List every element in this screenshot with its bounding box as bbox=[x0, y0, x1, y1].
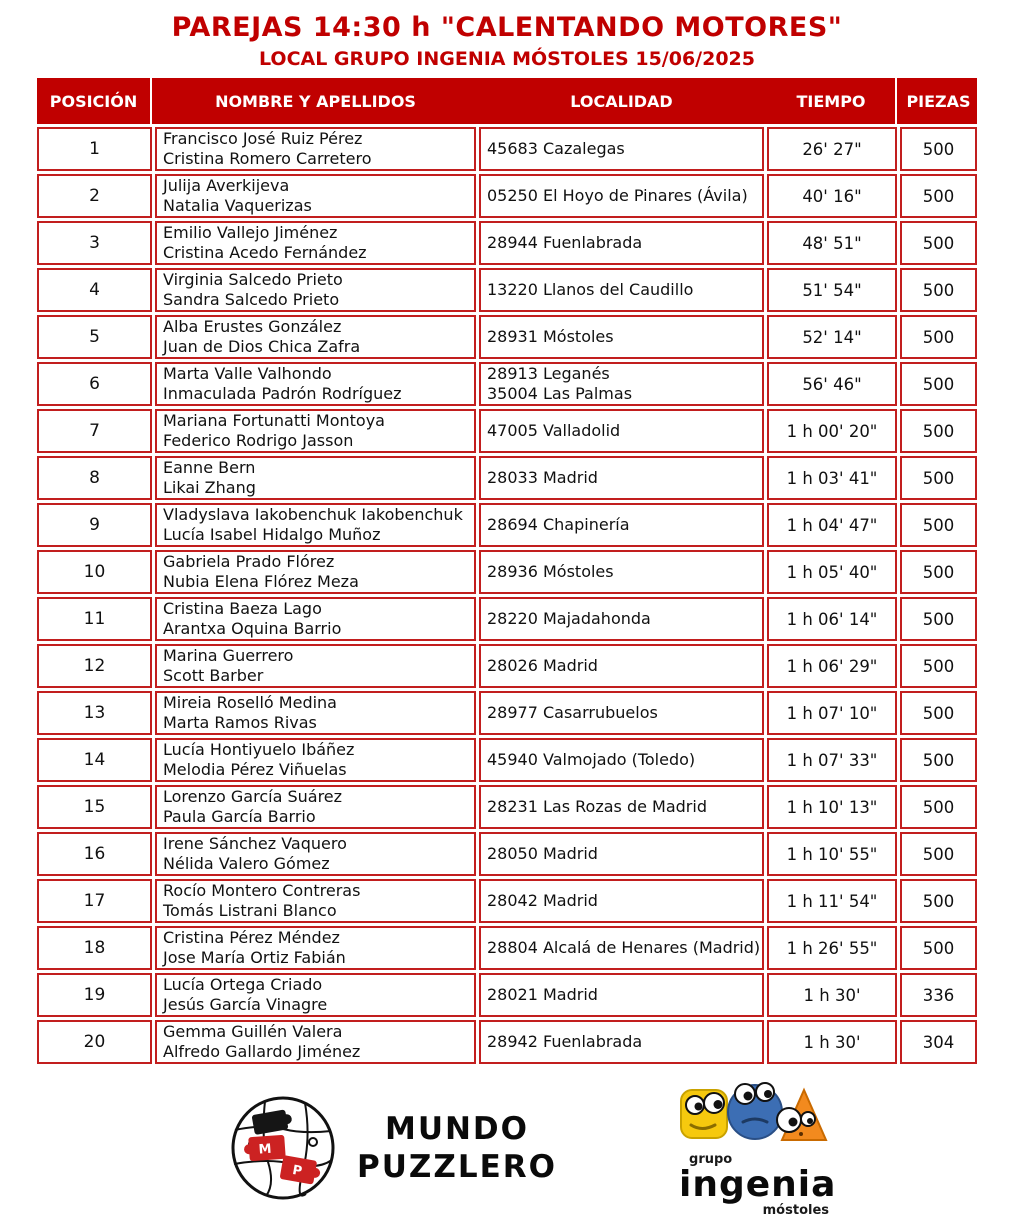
names-cell: Cristina Pérez Méndez Jose María Ortiz Fabián bbox=[155, 926, 476, 970]
time-cell: 40' 16" bbox=[767, 174, 897, 218]
locality-cell: 28231 Las Rozas de Madrid bbox=[479, 785, 764, 829]
pieces-cell: 500 bbox=[900, 268, 977, 312]
position-cell: 13 bbox=[37, 691, 152, 735]
locality-cell: 45683 Cazalegas bbox=[479, 127, 764, 171]
locality-cell: 28936 Móstoles bbox=[479, 550, 764, 594]
ingenia-mascots-icon bbox=[677, 1078, 837, 1150]
table-row bbox=[37, 879, 977, 923]
names-cell: Mariana Fortunatti Montoya Federico Rodrigo Jasson bbox=[155, 409, 476, 453]
time-cell: 1 h 06' 29" bbox=[767, 644, 897, 688]
time-cell: 1 h 10' 55" bbox=[767, 832, 897, 876]
position-cell: 14 bbox=[37, 738, 152, 782]
header-posicion: POSICIÓN bbox=[37, 78, 152, 124]
svg-text:M: M bbox=[258, 1141, 273, 1158]
position-cell: 16 bbox=[37, 832, 152, 876]
table-row bbox=[37, 362, 977, 406]
position-cell: 3 bbox=[37, 221, 152, 265]
header-piezas: PIEZAS bbox=[906, 91, 971, 111]
locality-cell: 28913 Leganés 35004 Las Palmas bbox=[479, 362, 764, 406]
locality-cell: 28804 Alcalá de Henares (Madrid) bbox=[479, 926, 764, 970]
locality-cell: 28931 Móstoles bbox=[479, 315, 764, 359]
table-row bbox=[37, 315, 977, 359]
pieces-cell: 500 bbox=[900, 550, 977, 594]
grupo-label: grupo bbox=[689, 1152, 733, 1167]
position-cell: 5 bbox=[37, 315, 152, 359]
page-title: PAREJAS 14:30 h "CALENTANDO MOTORES" bbox=[171, 12, 843, 43]
position-cell: 20 bbox=[37, 1020, 152, 1064]
time-cell: 1 h 07' 10" bbox=[767, 691, 897, 735]
time-cell: 1 h 11' 54" bbox=[767, 879, 897, 923]
table-row bbox=[37, 550, 977, 594]
pieces-cell: 500 bbox=[900, 456, 977, 500]
names-cell: Emilio Vallejo Jiménez Cristina Acedo Fernández bbox=[155, 221, 476, 265]
table-body bbox=[37, 127, 977, 1064]
position-cell: 11 bbox=[37, 597, 152, 641]
time-cell: 26' 27" bbox=[767, 127, 897, 171]
position-cell: 8 bbox=[37, 456, 152, 500]
pieces-cell: 304 bbox=[900, 1020, 977, 1064]
locality-cell: 28942 Fuenlabrada bbox=[479, 1020, 764, 1064]
pieces-cell: 500 bbox=[900, 315, 977, 359]
table-row bbox=[37, 691, 977, 735]
table-row bbox=[37, 973, 977, 1017]
locality-cell: 28050 Madrid bbox=[479, 832, 764, 876]
table-row bbox=[37, 785, 977, 829]
pieces-cell: 500 bbox=[900, 127, 977, 171]
time-cell: 1 h 30' bbox=[767, 1020, 897, 1064]
names-cell: Virginia Salcedo Prieto Sandra Salcedo Prieto bbox=[155, 268, 476, 312]
time-cell: 48' 51" bbox=[767, 221, 897, 265]
position-cell: 2 bbox=[37, 174, 152, 218]
pieces-cell: 500 bbox=[900, 691, 977, 735]
locality-cell: 05250 El Hoyo de Pinares (Ávila) bbox=[479, 174, 764, 218]
pieces-cell: 500 bbox=[900, 409, 977, 453]
position-cell: 1 bbox=[37, 127, 152, 171]
mostoles-label: móstoles bbox=[762, 1203, 830, 1218]
names-cell: Mireia Roselló Medina Marta Ramos Rivas bbox=[155, 691, 476, 735]
locality-cell: 28033 Madrid bbox=[479, 456, 764, 500]
footer bbox=[0, 1078, 1014, 1232]
names-cell: Gemma Guillén Valera Alfredo Gallardo Jiménez bbox=[155, 1020, 476, 1064]
names-cell: Lorenzo García Suárez Paula García Barrio bbox=[155, 785, 476, 829]
time-cell: 1 h 26' 55" bbox=[767, 926, 897, 970]
table-row bbox=[37, 1020, 977, 1064]
pieces-cell: 500 bbox=[900, 644, 977, 688]
position-cell: 7 bbox=[37, 409, 152, 453]
pieces-cell: 336 bbox=[900, 973, 977, 1017]
position-cell: 12 bbox=[37, 644, 152, 688]
position-cell: 6 bbox=[37, 362, 152, 406]
table-row bbox=[37, 456, 977, 500]
locality-cell: 13220 Llanos del Caudillo bbox=[479, 268, 764, 312]
names-cell: Marina Guerrero Scott Barber bbox=[155, 644, 476, 688]
locality-cell: 28026 Madrid bbox=[479, 644, 764, 688]
time-cell: 1 h 07' 33" bbox=[767, 738, 897, 782]
names-cell: Lucía Ortega Criado Jesús García Vinagre bbox=[155, 973, 476, 1017]
header-nombre: NOMBRE Y APELLIDOS bbox=[215, 91, 416, 111]
pieces-cell: 500 bbox=[900, 785, 977, 829]
pieces-cell: 500 bbox=[900, 738, 977, 782]
position-cell: 17 bbox=[37, 879, 152, 923]
locality-cell: 28694 Chapinería bbox=[479, 503, 764, 547]
time-cell: 52' 14" bbox=[767, 315, 897, 359]
names-cell: Julija Averkijeva Natalia Vaquerizas bbox=[155, 174, 476, 218]
table-row bbox=[37, 503, 977, 547]
table-row bbox=[37, 221, 977, 265]
mundo-puzzlero-wordmark bbox=[357, 1110, 557, 1186]
names-cell: Lucía Hontiyuelo Ibáñez Melodia Pérez Viñuelas bbox=[155, 738, 476, 782]
mundo-line: MUNDO bbox=[384, 1111, 530, 1147]
table-row bbox=[37, 174, 977, 218]
position-cell: 4 bbox=[37, 268, 152, 312]
header-localidad: LOCALIDAD bbox=[570, 91, 673, 111]
names-cell: Vladyslava Iakobenchuk Iakobenchuk Lucía Isabel Hidalgo Muñoz bbox=[155, 503, 476, 547]
names-cell: Gabriela Prado Flórez Nubia Elena Flórez Meza bbox=[155, 550, 476, 594]
mundo-puzzlero-logo bbox=[225, 1092, 557, 1204]
table-row bbox=[37, 832, 977, 876]
table-row bbox=[37, 597, 977, 641]
position-cell: 9 bbox=[37, 503, 152, 547]
time-cell: 1 h 10' 13" bbox=[767, 785, 897, 829]
locality-cell: 47005 Valladolid bbox=[479, 409, 764, 453]
locality-cell: 28042 Madrid bbox=[479, 879, 764, 923]
position-cell: 10 bbox=[37, 550, 152, 594]
position-cell: 15 bbox=[37, 785, 152, 829]
pieces-cell: 500 bbox=[900, 174, 977, 218]
pieces-cell: 500 bbox=[900, 503, 977, 547]
names-cell: Alba Erustes González Juan de Dios Chica Zafra bbox=[155, 315, 476, 359]
grupo-ingenia-logo bbox=[677, 1078, 847, 1218]
results-table bbox=[37, 78, 977, 1064]
time-cell: 1 h 00' 20" bbox=[767, 409, 897, 453]
table-row bbox=[37, 738, 977, 782]
names-cell: Irene Sánchez Vaquero Nélida Valero Gómez bbox=[155, 832, 476, 876]
table-row bbox=[37, 127, 977, 171]
puzzle-globe-icon bbox=[225, 1092, 343, 1204]
table-row bbox=[37, 409, 977, 453]
position-cell: 19 bbox=[37, 973, 152, 1017]
table-header-row bbox=[37, 78, 977, 124]
pieces-cell: 500 bbox=[900, 362, 977, 406]
locality-cell: 45940 Valmojado (Toledo) bbox=[479, 738, 764, 782]
pieces-cell: 500 bbox=[900, 597, 977, 641]
puzzlero-line: PUZZLERO bbox=[357, 1149, 558, 1185]
locality-cell: 28220 Majadahonda bbox=[479, 597, 764, 641]
time-cell: 1 h 03' 41" bbox=[767, 456, 897, 500]
svg-text:P: P bbox=[291, 1162, 304, 1180]
names-cell: Eanne Bern Likai Zhang bbox=[155, 456, 476, 500]
table-row bbox=[37, 926, 977, 970]
time-cell: 51' 54" bbox=[767, 268, 897, 312]
pieces-cell: 500 bbox=[900, 221, 977, 265]
position-cell: 18 bbox=[37, 926, 152, 970]
locality-cell: 28977 Casarrubuelos bbox=[479, 691, 764, 735]
header-tiempo: TIEMPO bbox=[767, 78, 897, 124]
pieces-cell: 500 bbox=[900, 832, 977, 876]
table-row bbox=[37, 268, 977, 312]
pieces-cell: 500 bbox=[900, 879, 977, 923]
time-cell: 1 h 05' 40" bbox=[767, 550, 897, 594]
ingenia-wordmark: ingenia bbox=[679, 1164, 837, 1205]
names-cell: Marta Valle Valhondo Inmaculada Padrón Rodríguez bbox=[155, 362, 476, 406]
locality-cell: 28944 Fuenlabrada bbox=[479, 221, 764, 265]
names-cell: Francisco José Ruiz Pérez Cristina Romero Carretero bbox=[155, 127, 476, 171]
pieces-cell: 500 bbox=[900, 926, 977, 970]
time-cell: 1 h 06' 14" bbox=[767, 597, 897, 641]
time-cell: 56' 46" bbox=[767, 362, 897, 406]
time-cell: 1 h 04' 47" bbox=[767, 503, 897, 547]
locality-cell: 28021 Madrid bbox=[479, 973, 764, 1017]
time-cell: 1 h 30' bbox=[767, 973, 897, 1017]
names-cell: Rocío Montero Contreras Tomás Listrani Blanco bbox=[155, 879, 476, 923]
page-subtitle: LOCAL GRUPO INGENIA MÓSTOLES 15/06/2025 bbox=[258, 48, 755, 70]
names-cell: Cristina Baeza Lago Arantxa Oquina Barrio bbox=[155, 597, 476, 641]
table-row bbox=[37, 644, 977, 688]
